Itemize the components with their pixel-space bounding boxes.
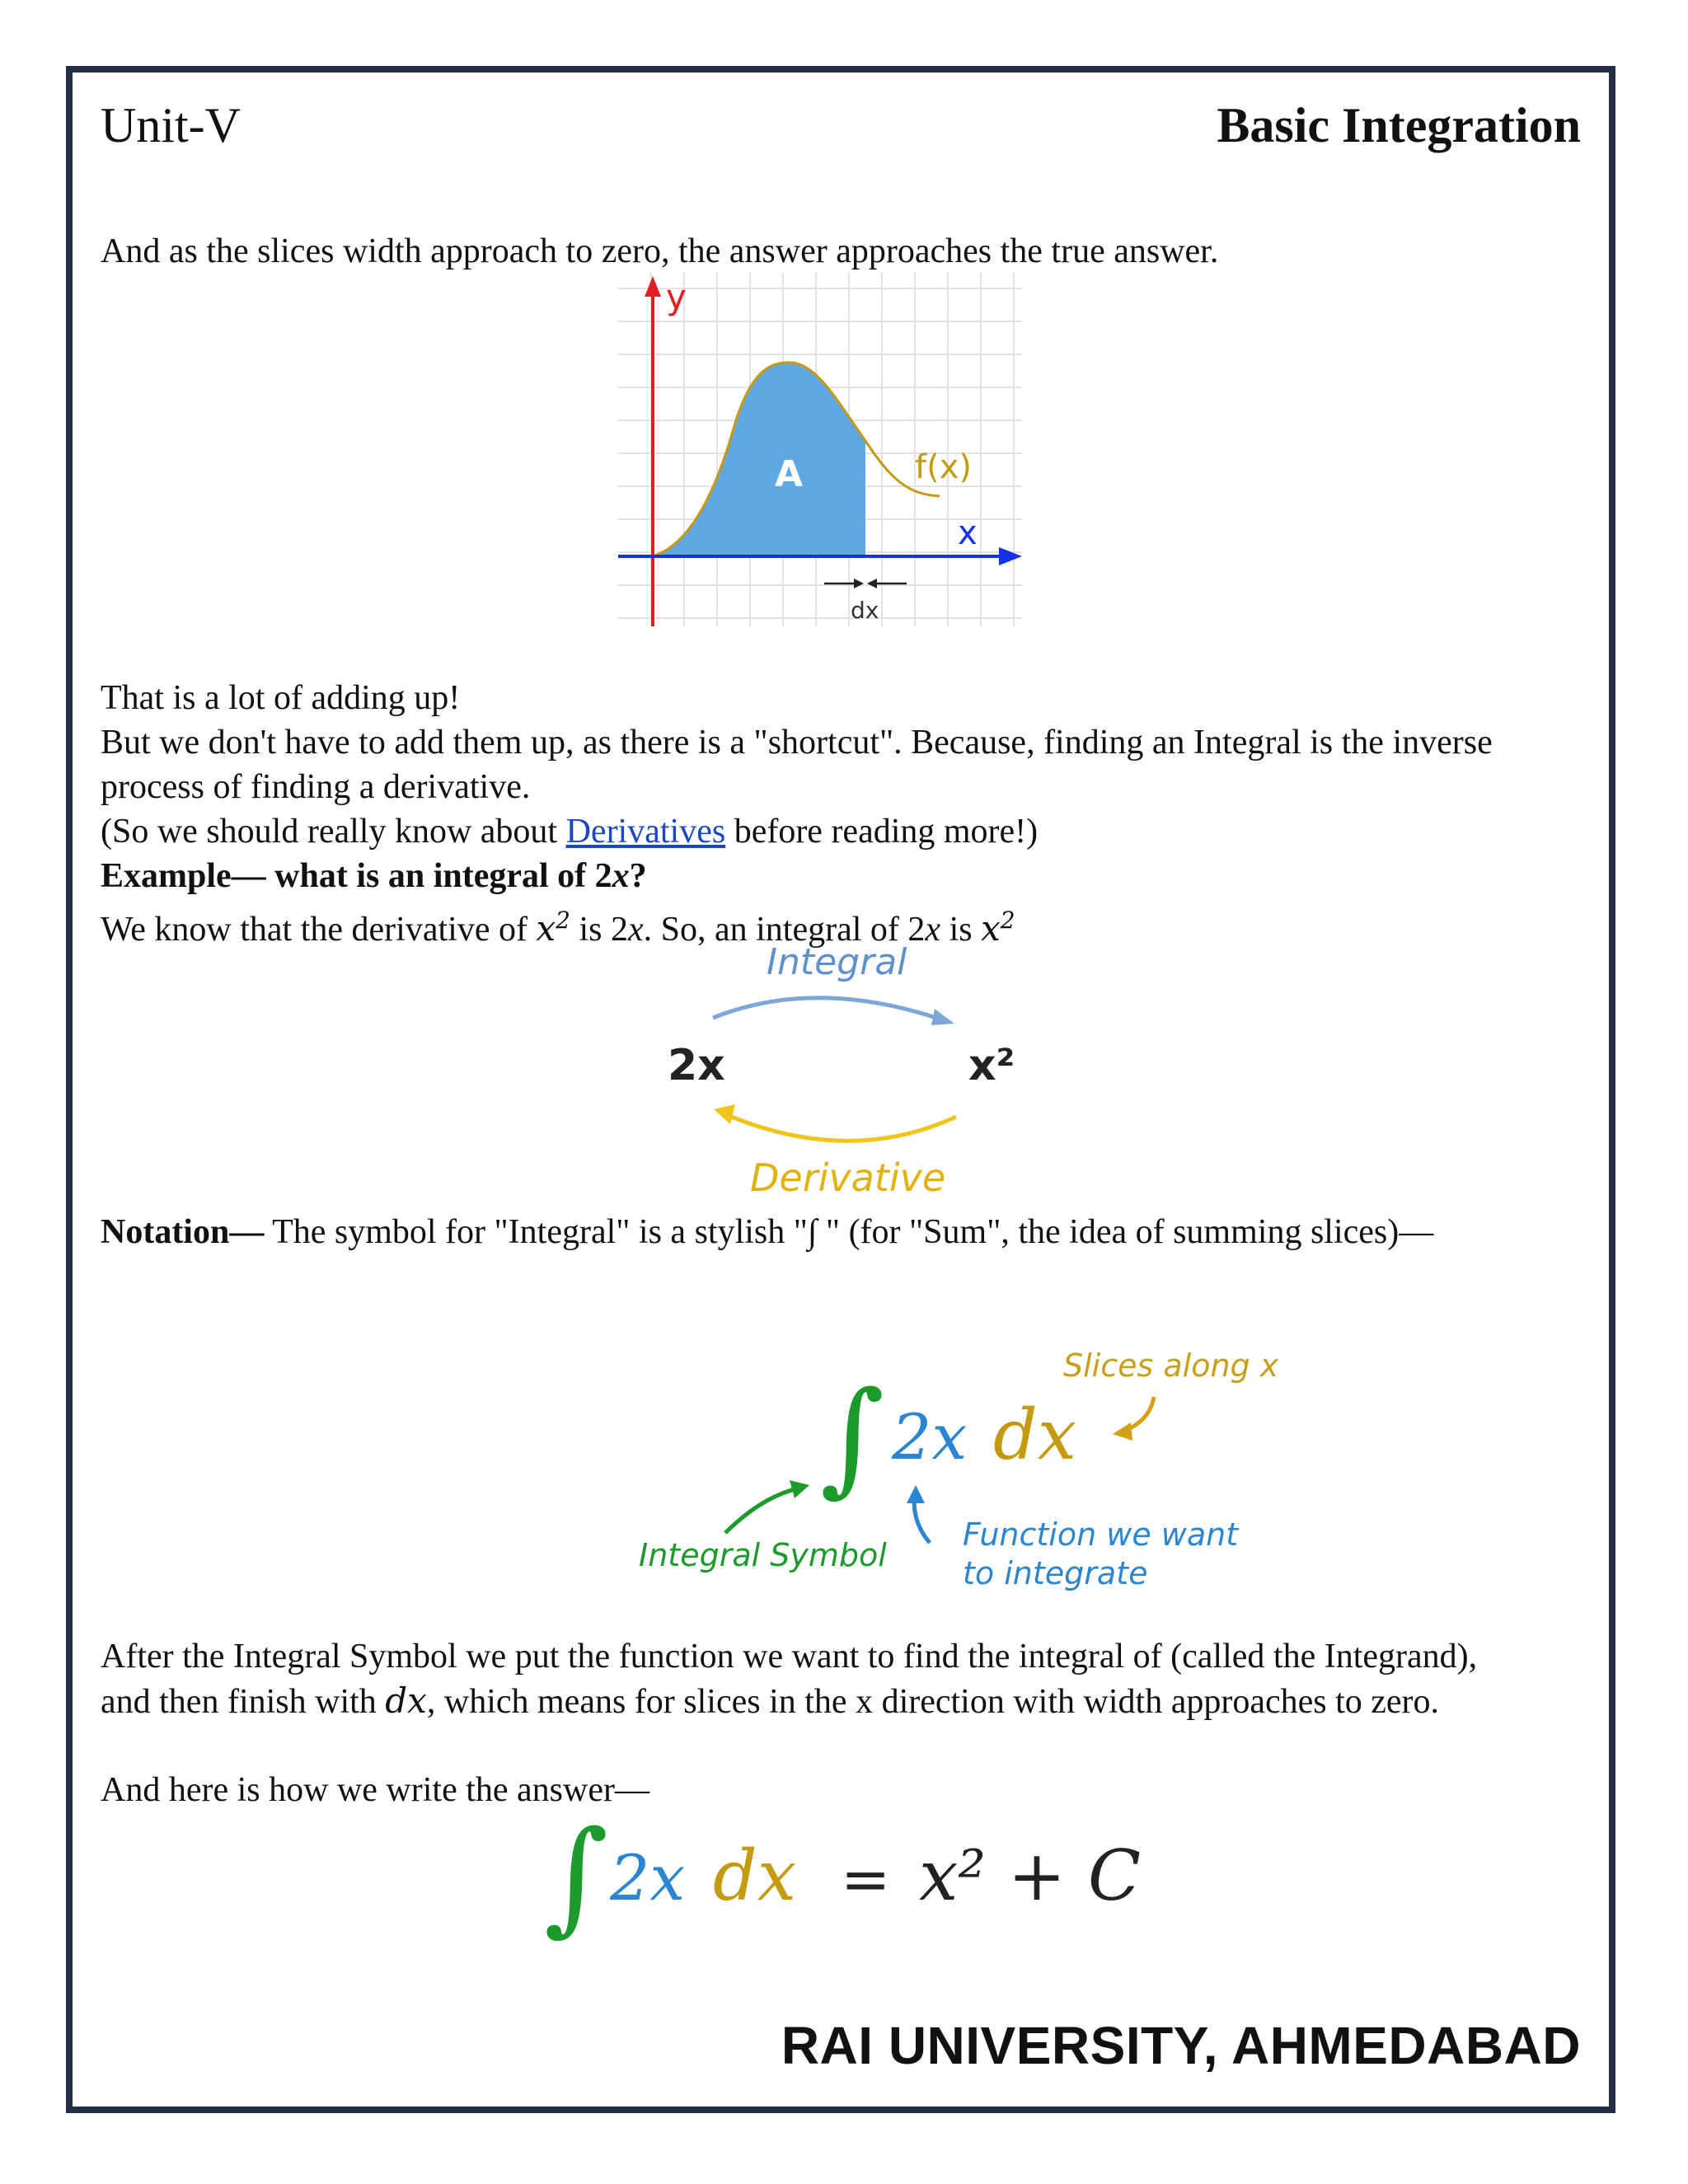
after-text <box>101 1634 1485 1724</box>
example-heading-var: x <box>612 857 630 895</box>
integral-symbol-label: Integral Symbol <box>639 1537 887 1573</box>
body-line-1: That is a lot of adding up! <box>101 679 461 717</box>
y-axis-label: y <box>666 277 687 317</box>
derivative-arrow <box>725 1114 956 1141</box>
answer-result: x² + C <box>919 1835 1142 1916</box>
intro-text: And as the slices width approach to zero, the answer approaches the true answer. <box>101 232 1219 270</box>
function-label: f(x) <box>915 448 972 486</box>
example-heading-text: Example— what is an integral of 2 <box>101 857 612 895</box>
function-label-line-1: Function we want <box>963 1516 1239 1553</box>
function-label-line-2: to integrate <box>963 1555 1148 1591</box>
body-line-3 <box>101 809 1584 854</box>
x-squared-1: $x^2$ <box>536 907 570 949</box>
notation-text <box>101 1210 1485 1254</box>
integral-cycle-label: Integral <box>767 941 907 983</box>
university-footer: RAI UNIVERSITY, AHMEDABAD <box>781 2016 1581 2075</box>
y-axis-arrow <box>645 276 661 297</box>
cycle-right-term: x² <box>968 1041 1015 1090</box>
body-line-3-post: before reading more!) <box>725 813 1039 851</box>
integral-sign: ∫ <box>820 1366 885 1509</box>
dx-label: dx <box>851 597 879 624</box>
function-term: 2x <box>892 1400 968 1474</box>
area-under-curve-figure <box>618 272 1030 635</box>
after-text-post: , which means for slices in the x direction with width approaches to zero. <box>426 1683 1440 1721</box>
integral-arrow-head <box>931 1009 954 1025</box>
integral-symbol-figure <box>626 1327 1302 1607</box>
unit-label: Unit-V <box>101 98 241 152</box>
answer-intro: And here is how we write the answer— <box>101 1771 649 1809</box>
answer-dx-term: dx <box>713 1835 797 1916</box>
example-var-1: x <box>627 911 644 949</box>
example-text-b: is 2 <box>570 911 628 949</box>
after-text-pre: After the Integral Symbol we put the function we want to find the integral of (called the Integrand), and then finish with <box>101 1638 1478 1721</box>
answer-equals: = <box>841 1844 891 1914</box>
example-heading <box>101 854 1584 898</box>
function-arrow-head <box>907 1485 925 1503</box>
slices-label: Slices along x <box>1063 1347 1279 1384</box>
x-squared-2: $x^2$ <box>981 907 1015 949</box>
after-text-var: dx <box>385 1680 427 1721</box>
example-text-d: is <box>940 911 982 949</box>
x-axis-arrow <box>999 547 1022 565</box>
symbol-arrow <box>725 1488 801 1533</box>
page-title: Basic Integration <box>1217 98 1581 152</box>
example-text-a: We know that the derivative of <box>101 911 537 949</box>
x-axis-label: x <box>958 514 978 552</box>
symbol-arrow-head <box>790 1480 809 1498</box>
slices-arrow-head <box>1113 1422 1132 1441</box>
example-text-c: . So, an integral of 2 <box>643 911 926 949</box>
answer-function-term: 2x <box>610 1841 686 1915</box>
body-line-2: But we don't have to add them up, as there is a "shortcut". Because, finding an Integral is the inverse process of finding a derivative. <box>101 724 1493 806</box>
answer-integral-sign: ∫ <box>544 1813 609 1945</box>
body-line-3-pre: (So we should really know about <box>101 813 566 851</box>
notation-body: The symbol for "Integral" is a stylish "∫ " (for "Sum", the idea of summing slices)— <box>264 1213 1434 1251</box>
cycle-left-term: 2x <box>668 1041 725 1090</box>
dx-arrow-right-head <box>867 579 877 588</box>
integral-derivative-cycle <box>643 940 1039 1212</box>
derivative-arrow-head <box>714 1104 735 1124</box>
notation-heading: Notation— <box>101 1213 265 1251</box>
derivatives-link[interactable]: Derivatives <box>565 813 726 851</box>
dx-arrow-left-head <box>854 579 864 588</box>
answer-equation <box>544 1813 1170 1945</box>
dx-term: dx <box>993 1394 1077 1475</box>
example-heading-q: ? <box>629 857 647 895</box>
derivative-cycle-label: Derivative <box>750 1155 946 1200</box>
example-var-2: x <box>925 911 941 949</box>
integral-arrow <box>713 998 944 1020</box>
area-label: A <box>775 453 804 495</box>
